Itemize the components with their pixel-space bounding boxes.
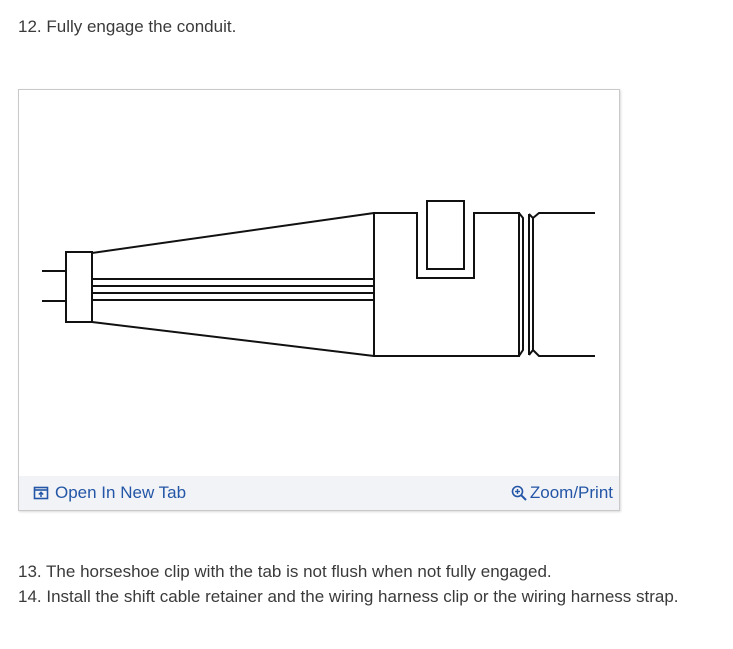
open-in-new-tab-label: Open In New Tab xyxy=(55,483,187,502)
open-in-new-tab-icon xyxy=(33,485,49,501)
step-13-text: 13. The horseshoe clip with the tab is not flush when not fully engaged. xyxy=(18,562,552,581)
step-14-text: 14. Install the shift cable retainer and the wiring harness clip or the wiring harness strap. xyxy=(18,587,679,606)
zoom-in-icon xyxy=(511,485,527,501)
conduit-illustration xyxy=(19,90,619,476)
step-12-text: 12. Fully engage the conduit. xyxy=(18,17,237,36)
zoom-print-label: Zoom/Print xyxy=(529,483,613,502)
figure-container xyxy=(18,89,620,511)
zoom-print-link[interactable] xyxy=(511,482,613,504)
open-in-new-tab-link[interactable] xyxy=(33,482,186,504)
figure-toolbar xyxy=(19,476,619,510)
